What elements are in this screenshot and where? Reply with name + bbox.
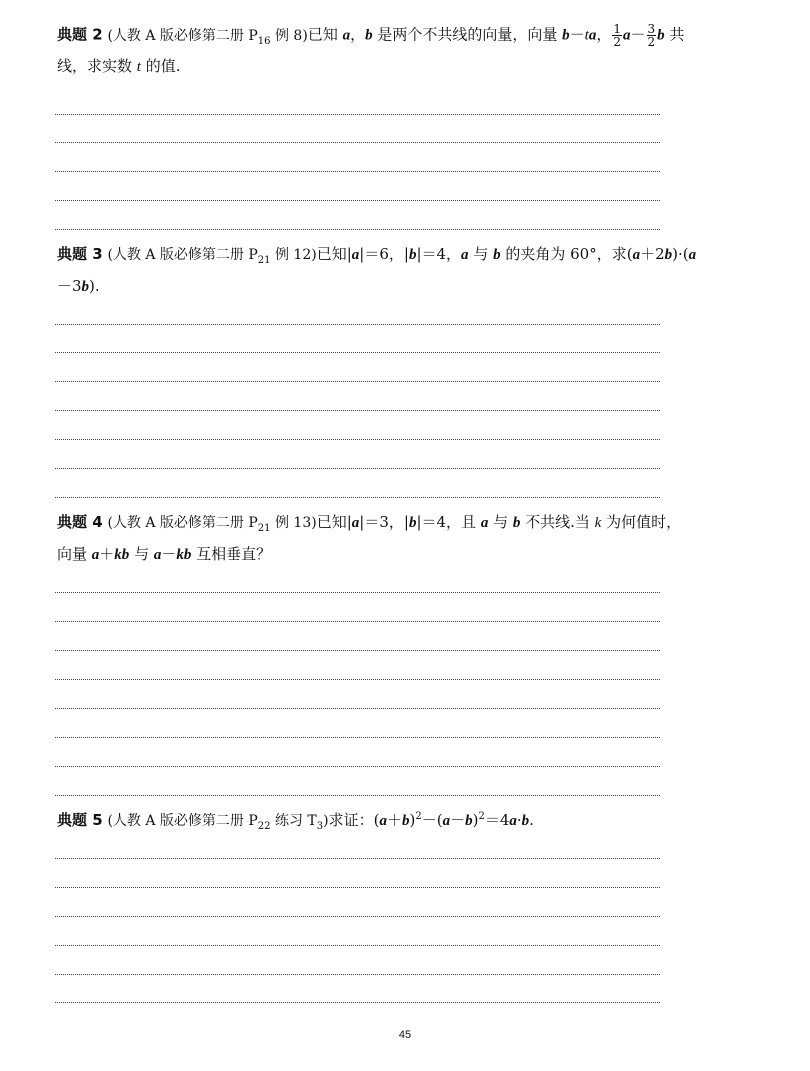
answer-line	[55, 945, 660, 946]
answer-line	[55, 858, 660, 859]
problem-label: 典题 2	[57, 25, 103, 44]
problem-source: (人教 A 版必修第二册 $P_{21}$ 例 12)	[107, 247, 317, 266]
problem-3-line-2: －3b).	[57, 277, 100, 295]
problem-label: 典题 5	[57, 811, 103, 829]
answer-line	[55, 795, 660, 796]
fraction-three-halves: $\frac{3}{2}$	[647, 22, 656, 49]
answer-line	[55, 650, 660, 651]
answer-line	[55, 114, 660, 115]
page-number: 45	[398, 1029, 412, 1041]
answer-line	[55, 1002, 660, 1003]
answer-line	[55, 324, 660, 325]
answer-line	[55, 708, 660, 709]
answer-line	[55, 352, 660, 353]
answer-line	[55, 381, 660, 382]
answer-line	[55, 497, 660, 498]
answer-line	[55, 171, 660, 172]
answer-line	[55, 737, 660, 738]
problem-label: 典题 3	[57, 245, 103, 263]
answer-line	[55, 916, 660, 917]
answer-line	[55, 200, 660, 201]
problem-2-line-1: 典题 2 (人教 A 版必修第二册 $P_{16}$ 例 8)已知 a，b 是两个不共线的向量，向量 b－ta， $\frac{1}{2}$ a－ $\frac{3}{2}$ b 共	[57, 22, 685, 49]
answer-line	[55, 974, 660, 975]
answer-line	[55, 679, 660, 680]
problem-label: 典题 4	[57, 513, 103, 531]
problem-source: (人教 A 版必修第二册 $P_{21}$ 例 13)	[107, 515, 317, 534]
problem-source: (人教 A 版必修第二册 $P_{22}$ 练习 $T_3$)	[107, 813, 329, 832]
answer-line	[55, 229, 660, 230]
problem-4-line-1: 典题 4 (人教 A 版必修第二册 $P_{21}$ 例 13)已知|a|＝3，|b|＝4，且 a 与 b 不共线.当 k 为何值时，	[57, 513, 682, 534]
problem-3-line-1: 典题 3 (人教 A 版必修第二册 $P_{21}$ 例 12)已知|a|＝6，|b|＝4，a 与 b 的夹角为 60°，求(a＋2b)·(a	[57, 245, 697, 266]
problem-source: (人教 A 版必修第二册 $P_{16}$ 例 8)	[107, 27, 308, 47]
problem-2-line-2: 线，求实数 t 的值.	[57, 57, 181, 75]
answer-line	[55, 621, 660, 622]
answer-line	[55, 592, 660, 593]
answer-line	[55, 766, 660, 767]
answer-line	[55, 439, 660, 440]
problem-5-line-1: 典题 5 (人教 A 版必修第二册 $P_{22}$ 练习 $T_3$)求证：$(a+b)^2-(a-b)^2=4a\cdot b$.	[57, 811, 534, 832]
answer-line	[55, 410, 660, 411]
answer-line	[55, 468, 660, 469]
answer-line	[55, 142, 660, 143]
problem-4-line-2: 向量 a＋kb 与 a－kb 互相垂直？	[57, 545, 272, 563]
answer-line	[55, 887, 660, 888]
fraction-one-half: $\frac{1}{2}$	[613, 22, 621, 49]
